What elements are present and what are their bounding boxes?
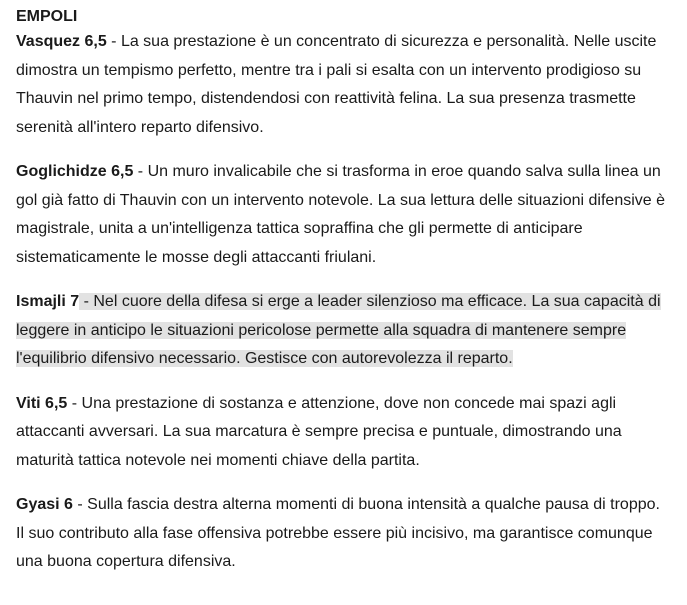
player-name-rating: Gyasi 6 [16,496,73,513]
separator: - [72,496,88,513]
player-rating-viti [16,390,672,476]
player-name-rating: Ismajli 7 [16,293,80,310]
player-comment: Nel cuore della difesa si erge a leader silenzioso ma efficace. La sua capacità di leggere in anticipo le situazioni pericolose permette alla squadra di mantenere sempre l'equilibrio difensivo necessario. Gestisce con autorevolezza il reparto. [16,293,661,367]
player-comment: Sulla fascia destra alterna momenti di buona intensità a qualche pausa di troppo. Il suo contributo alla fase offensiva potrebbe essere più incisivo, ma garantisce comunque una buona copertura difensiva. [16,496,660,570]
player-rating-ismajli [16,288,672,374]
player-rating-goglichidze [16,158,672,272]
player-comment: La sua prestazione è un concentrato di sicurezza e personalità. Nelle uscite dimostra un tempismo perfetto, mentre tra i pali si esalta con un intervento prodigioso su Thauvin nel primo tempo, distendendosi con reattività felina. La sua presenza trasmette serenità all'intero reparto difensivo. [16,33,657,136]
separator: - [79,293,94,310]
separator: - [133,163,148,180]
player-rating-gyasi [16,491,672,577]
player-name-rating: Goglichidze 6,5 [16,163,134,180]
player-comment: Un muro invalicabile che si trasforma in eroe quando salva sulla linea un gol già fatto di Thauvin con un intervento notevole. La sua lettura delle situazioni difensive è magistrale, unita a un'intelligenza tattica sopraffina che gli permette di anticipare sistematicamente le mosse degli attaccanti friulani. [16,163,666,266]
separator: - [67,394,82,412]
player-name-rating: Viti 6,5 [16,394,68,412]
separator: - [106,33,121,50]
player-rating-vasquez [16,28,672,142]
player-comment: Una prestazione di sostanza e attenzione, dove non concede mai spazi agli attaccanti avversari. La sua marcatura è sempre precisa e puntuale, dimostrando una maturità tattica notevole nei momenti chiave della partita. [16,394,622,469]
team-heading: EMPOLI [16,8,78,25]
player-name-rating: Vasquez 6,5 [16,33,107,50]
highlighted-text [16,293,661,367]
